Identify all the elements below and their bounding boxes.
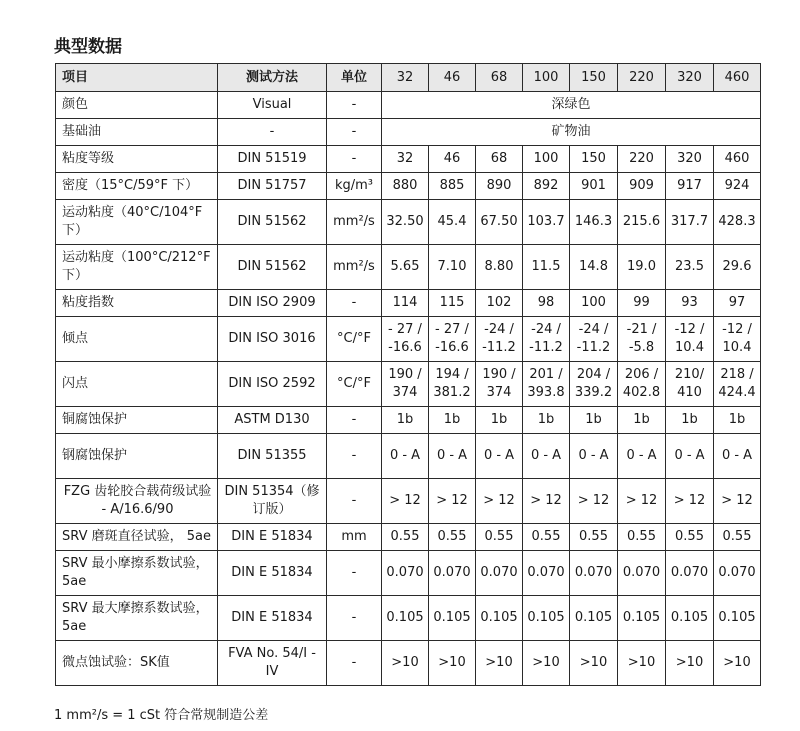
- table-row: [56, 92, 761, 119]
- value-cell: 206 / 402.8: [618, 362, 666, 407]
- table-row: [56, 596, 761, 641]
- row-method: ASTM D130: [218, 407, 327, 434]
- value-cell: 924: [714, 173, 761, 200]
- value-cell: - 27 / -16.6: [382, 317, 429, 362]
- row-method: Visual: [218, 92, 327, 119]
- value-cell: 97: [714, 290, 761, 317]
- value-cell: 146.3: [570, 200, 618, 245]
- table-row: [56, 173, 761, 200]
- row-method: DIN 51354（修订版）: [218, 479, 327, 524]
- value-cell: >10: [429, 641, 476, 686]
- row-method: DIN E 51834: [218, 596, 327, 641]
- value-cell: >10: [523, 641, 570, 686]
- row-name: 运动粘度（40°C/104°F 下）: [56, 200, 218, 245]
- value-cell: 1b: [570, 407, 618, 434]
- value-cell: 5.65: [382, 245, 429, 290]
- value-cell: 0.070: [714, 551, 761, 596]
- value-cell: >10: [382, 641, 429, 686]
- header-grade: 100: [523, 64, 570, 92]
- row-method: DIN ISO 3016: [218, 317, 327, 362]
- row-name: 钢腐蚀保护: [56, 434, 218, 479]
- value-cell: 0.070: [382, 551, 429, 596]
- table-row: [56, 362, 761, 407]
- row-method: DIN ISO 2909: [218, 290, 327, 317]
- row-name: 颜色: [56, 92, 218, 119]
- footnote: 1 mm²/s = 1 cSt 符合常规制造公差: [54, 708, 269, 723]
- value-cell: 102: [476, 290, 523, 317]
- table-row: [56, 641, 761, 686]
- table-row: [56, 407, 761, 434]
- value-cell: 0.105: [570, 596, 618, 641]
- row-name: 闪点: [56, 362, 218, 407]
- header-method: 测试方法: [218, 64, 327, 92]
- row-unit: °C/°F: [327, 317, 382, 362]
- table-row: [56, 317, 761, 362]
- value-cell: 103.7: [523, 200, 570, 245]
- header-grade: 68: [476, 64, 523, 92]
- page-title: 典型数据: [54, 37, 122, 57]
- table-row: [56, 146, 761, 173]
- value-cell: 0.105: [476, 596, 523, 641]
- value-cell: 0.070: [476, 551, 523, 596]
- value-cell: 67.50: [476, 200, 523, 245]
- value-cell: 0.105: [523, 596, 570, 641]
- value-cell: 100: [570, 290, 618, 317]
- row-unit: mm²/s: [327, 200, 382, 245]
- value-cell: 0.070: [570, 551, 618, 596]
- value-cell: 218 / 424.4: [714, 362, 761, 407]
- value-cell: 1b: [523, 407, 570, 434]
- value-cell: > 12: [666, 479, 714, 524]
- value-cell: >10: [618, 641, 666, 686]
- value-cell: 0.55: [570, 524, 618, 551]
- value-cell: 68: [476, 146, 523, 173]
- value-cell: 0 - A: [666, 434, 714, 479]
- value-cell: > 12: [429, 479, 476, 524]
- header-grade: 460: [714, 64, 761, 92]
- value-cell: 890: [476, 173, 523, 200]
- row-method: DIN E 51834: [218, 524, 327, 551]
- value-cell: 0.070: [523, 551, 570, 596]
- value-cell: 1b: [476, 407, 523, 434]
- value-cell: 1b: [382, 407, 429, 434]
- header-grade: 220: [618, 64, 666, 92]
- row-method: DIN 51519: [218, 146, 327, 173]
- row-name: 微点蚀试验：SK值: [56, 641, 218, 686]
- value-cell: 14.8: [570, 245, 618, 290]
- value-cell: 0.070: [429, 551, 476, 596]
- table-row: [56, 479, 761, 524]
- value-cell: 45.4: [429, 200, 476, 245]
- row-name: SRV 最小摩擦系数试验， 5ae: [56, 551, 218, 596]
- row-name: 粘度等级: [56, 146, 218, 173]
- row-method: DIN ISO 2592: [218, 362, 327, 407]
- value-cell: 115: [429, 290, 476, 317]
- row-unit: mm²/s: [327, 245, 382, 290]
- value-cell: 0 - A: [570, 434, 618, 479]
- value-cell: 0.55: [523, 524, 570, 551]
- row-unit: -: [327, 551, 382, 596]
- value-cell: >10: [714, 641, 761, 686]
- value-cell: -21 / -5.8: [618, 317, 666, 362]
- value-cell: 0.55: [618, 524, 666, 551]
- row-merged-value: 矿物油: [382, 119, 761, 146]
- row-name: 运动粘度（100°C/212°F 下）: [56, 245, 218, 290]
- value-cell: -24 / -11.2: [476, 317, 523, 362]
- value-cell: -12 / 10.4: [666, 317, 714, 362]
- value-cell: 98: [523, 290, 570, 317]
- header-grade: 46: [429, 64, 476, 92]
- value-cell: 23.5: [666, 245, 714, 290]
- value-cell: > 12: [714, 479, 761, 524]
- row-method: DIN 51757: [218, 173, 327, 200]
- value-cell: 32.50: [382, 200, 429, 245]
- value-cell: 0.105: [618, 596, 666, 641]
- value-cell: 1b: [714, 407, 761, 434]
- value-cell: 0 - A: [714, 434, 761, 479]
- value-cell: 885: [429, 173, 476, 200]
- value-cell: 194 / 381.2: [429, 362, 476, 407]
- table-body: [56, 64, 761, 686]
- value-cell: 11.5: [523, 245, 570, 290]
- value-cell: 320: [666, 146, 714, 173]
- header-unit: 单位: [327, 64, 382, 92]
- value-cell: 317.7: [666, 200, 714, 245]
- row-method: -: [218, 119, 327, 146]
- table-header-row: [56, 64, 761, 92]
- value-cell: 32: [382, 146, 429, 173]
- value-cell: 892: [523, 173, 570, 200]
- row-method: DIN E 51834: [218, 551, 327, 596]
- value-cell: 901: [570, 173, 618, 200]
- value-cell: 1b: [429, 407, 476, 434]
- value-cell: >10: [476, 641, 523, 686]
- row-unit: -: [327, 407, 382, 434]
- value-cell: 0 - A: [476, 434, 523, 479]
- value-cell: 190 / 374: [382, 362, 429, 407]
- value-cell: > 12: [570, 479, 618, 524]
- row-method: DIN 51355: [218, 434, 327, 479]
- row-unit: -: [327, 290, 382, 317]
- row-name: 铜腐蚀保护: [56, 407, 218, 434]
- row-unit: -: [327, 146, 382, 173]
- table-row: [56, 290, 761, 317]
- value-cell: 0 - A: [429, 434, 476, 479]
- value-cell: 0.105: [714, 596, 761, 641]
- value-cell: 909: [618, 173, 666, 200]
- value-cell: 0.105: [429, 596, 476, 641]
- header-grade: 32: [382, 64, 429, 92]
- row-merged-value: 深绿色: [382, 92, 761, 119]
- value-cell: 0 - A: [523, 434, 570, 479]
- value-cell: 29.6: [714, 245, 761, 290]
- header-grade: 150: [570, 64, 618, 92]
- value-cell: 0.55: [476, 524, 523, 551]
- value-cell: 150: [570, 146, 618, 173]
- value-cell: 220: [618, 146, 666, 173]
- value-cell: 0.105: [382, 596, 429, 641]
- row-method: FVA No. 54/I - IV: [218, 641, 327, 686]
- row-name: FZG 齿轮胶合载荷级试验 - A/16.6/90: [56, 479, 218, 524]
- row-unit: -: [327, 479, 382, 524]
- value-cell: 917: [666, 173, 714, 200]
- value-cell: 0.55: [666, 524, 714, 551]
- value-cell: 1b: [666, 407, 714, 434]
- value-cell: 460: [714, 146, 761, 173]
- value-cell: >10: [666, 641, 714, 686]
- value-cell: 100: [523, 146, 570, 173]
- value-cell: 201 / 393.8: [523, 362, 570, 407]
- value-cell: > 12: [618, 479, 666, 524]
- table-row: [56, 434, 761, 479]
- value-cell: >10: [570, 641, 618, 686]
- value-cell: 210/ 410: [666, 362, 714, 407]
- value-cell: 7.10: [429, 245, 476, 290]
- row-name: 倾点: [56, 317, 218, 362]
- row-name: SRV 最大摩擦系数试验， 5ae: [56, 596, 218, 641]
- value-cell: 0.55: [382, 524, 429, 551]
- value-cell: 114: [382, 290, 429, 317]
- value-cell: 0.070: [666, 551, 714, 596]
- header-item: 项目: [56, 64, 218, 92]
- value-cell: 46: [429, 146, 476, 173]
- row-name: 基础油: [56, 119, 218, 146]
- row-unit: mm: [327, 524, 382, 551]
- value-cell: 93: [666, 290, 714, 317]
- row-unit: kg/m³: [327, 173, 382, 200]
- value-cell: 0 - A: [618, 434, 666, 479]
- value-cell: -24 / -11.2: [570, 317, 618, 362]
- value-cell: 0.55: [429, 524, 476, 551]
- row-unit: -: [327, 92, 382, 119]
- value-cell: 880: [382, 173, 429, 200]
- value-cell: 428.3: [714, 200, 761, 245]
- value-cell: -12 / 10.4: [714, 317, 761, 362]
- row-unit: -: [327, 596, 382, 641]
- table-row: [56, 245, 761, 290]
- table-row: [56, 200, 761, 245]
- value-cell: 8.80: [476, 245, 523, 290]
- value-cell: 1b: [618, 407, 666, 434]
- value-cell: > 12: [476, 479, 523, 524]
- value-cell: -24 / -11.2: [523, 317, 570, 362]
- row-method: DIN 51562: [218, 200, 327, 245]
- row-unit: °C/°F: [327, 362, 382, 407]
- value-cell: > 12: [382, 479, 429, 524]
- table-row: [56, 524, 761, 551]
- typical-data-table: [55, 63, 761, 686]
- value-cell: - 27 / -16.6: [429, 317, 476, 362]
- value-cell: 0 - A: [382, 434, 429, 479]
- table-row: [56, 551, 761, 596]
- value-cell: 99: [618, 290, 666, 317]
- row-name: 密度（15°C/59°F 下）: [56, 173, 218, 200]
- value-cell: 190 / 374: [476, 362, 523, 407]
- value-cell: 204 / 339.2: [570, 362, 618, 407]
- value-cell: > 12: [523, 479, 570, 524]
- row-unit: -: [327, 434, 382, 479]
- row-name: 粘度指数: [56, 290, 218, 317]
- header-grade: 320: [666, 64, 714, 92]
- value-cell: 19.0: [618, 245, 666, 290]
- value-cell: 215.6: [618, 200, 666, 245]
- value-cell: 0.070: [618, 551, 666, 596]
- row-unit: -: [327, 641, 382, 686]
- value-cell: 0.105: [666, 596, 714, 641]
- table-row: [56, 119, 761, 146]
- value-cell: 0.55: [714, 524, 761, 551]
- row-method: DIN 51562: [218, 245, 327, 290]
- row-name: SRV 磨斑直径试验， 5ae: [56, 524, 218, 551]
- row-unit: -: [327, 119, 382, 146]
